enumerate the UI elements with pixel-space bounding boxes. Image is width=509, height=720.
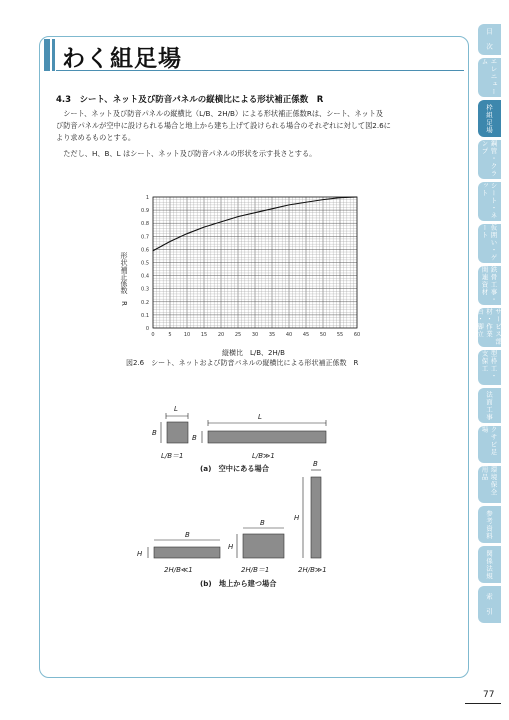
shape-diagram: [130, 398, 360, 593]
data-point: [204, 227, 205, 228]
label-a-small-B: B: [152, 429, 157, 437]
x-tick-label: 10: [183, 332, 191, 338]
x-tick-label: 50: [319, 332, 327, 338]
x-tick-label: 55: [336, 332, 344, 338]
panel-a-long: [208, 431, 326, 443]
side-tab-13[interactable]: 関係法規: [478, 546, 501, 583]
title-accent-bar: [44, 39, 50, 71]
label-a-long-B: B: [192, 434, 197, 442]
y-tick-label: 0.2: [141, 299, 149, 306]
page-number: 77: [483, 690, 495, 700]
paragraph-line-2: び防音パネルが空中に設けられる場合と地上から建ち上げて設けられる場合のそれぞれに対して図2.6に: [56, 121, 391, 130]
data-point: [238, 216, 239, 217]
paragraph-note: ただし、H、B、L はシート、ネット及び防音パネルの形状を示す長さとする。: [56, 149, 317, 158]
label-b2-H: H: [228, 543, 234, 551]
side-tab-14[interactable]: 索 引: [478, 586, 501, 623]
y-tick-label: 0.6: [141, 247, 149, 254]
side-tab-8[interactable]: 型枠工・支保工: [478, 350, 501, 385]
data-point: [272, 208, 273, 209]
paragraph-line-1: シート、ネット及び防音パネルの縦横比（L/B、2H/B）による形状補正係数Rは、シート、ネット及: [56, 109, 384, 118]
x-tick-label: 15: [200, 332, 208, 338]
ratio-b2: 2H/B＝1: [241, 566, 270, 574]
ratio-b1: 2H/B≪1: [164, 566, 193, 574]
page-title: わく組足場: [62, 46, 182, 72]
y-tick-label: 1: [145, 195, 149, 201]
caption-a: (a) 空中にある場合: [200, 464, 269, 473]
panel-a-square: [167, 422, 188, 443]
data-point: [323, 199, 324, 200]
data-point: [153, 250, 154, 251]
panel-b2: [243, 534, 284, 558]
label-b3-H: H: [294, 514, 300, 522]
label-b1-H: H: [137, 550, 143, 558]
y-tick-label: 0.5: [141, 260, 149, 267]
side-tab-1[interactable]: エレニューム: [478, 58, 501, 97]
label-b2-B: B: [260, 519, 265, 527]
side-tab-4[interactable]: シート・ネット: [478, 182, 501, 221]
caption-b: (b) 地上から建つ場合: [200, 579, 277, 588]
y-tick-label: 0: [145, 326, 149, 332]
x-tick-label: 20: [217, 332, 225, 338]
y-tick-label: 0.7: [141, 234, 149, 241]
y-tick-label: 0.3: [141, 286, 149, 293]
y-tick-label: 0.8: [141, 221, 149, 228]
x-tick-label: 25: [234, 332, 242, 338]
data-point: [306, 202, 307, 203]
chart-caption: 図2.6 シート、ネットおよび防音パネルの縦横比による形状補正係数 R: [126, 359, 359, 367]
section-heading: 4.3 シート、ネット及び防音パネルの縦横比による形状補正係数 R: [56, 95, 324, 105]
ratio-a-long: L/B≫1: [252, 452, 275, 460]
label-b1-B: B: [185, 531, 190, 539]
side-tab-10[interactable]: クサビ足場: [478, 426, 501, 463]
x-tick-label: 60: [353, 332, 361, 338]
panel-b3: [311, 477, 321, 558]
y-tick-label: 0.9: [141, 208, 149, 215]
label-b3-B: B: [313, 460, 318, 468]
side-tab-5[interactable]: 仮囲い・ゲート: [478, 224, 501, 263]
data-point: [357, 197, 358, 198]
side-tab-9[interactable]: 法面工事: [478, 388, 501, 423]
paragraph-line-3: より求めるものとする。: [56, 133, 136, 142]
side-tab-7[interactable]: サービス部材・作業台・脚立: [476, 308, 502, 346]
data-point: [187, 233, 188, 234]
side-tab-12[interactable]: 参考資料: [478, 506, 501, 543]
x-tick-label: 30: [251, 332, 259, 338]
page-number-rule: [465, 703, 501, 704]
side-tab-3[interactable]: 鋼管・クランプ: [478, 140, 501, 179]
ratio-a-small: L/B＝1: [161, 452, 184, 460]
data-point: [255, 212, 256, 213]
side-tab-0[interactable]: 目 次: [478, 24, 501, 55]
shape-correction-chart: [110, 188, 380, 358]
side-tab-11[interactable]: 環境保全用品: [478, 466, 501, 503]
y-tick-label: 0.4: [141, 273, 149, 280]
x-tick-label: 5: [168, 332, 172, 338]
title-accent-bar-thin: [52, 39, 55, 71]
data-point: [289, 204, 290, 205]
data-point: [340, 197, 341, 198]
side-tab-6[interactable]: 鉄骨工事・関連資材: [478, 266, 501, 305]
side-tab-2[interactable]: 枠組足場: [478, 100, 501, 137]
x-tick-label: 40: [285, 332, 293, 338]
x-tick-label: 35: [268, 332, 276, 338]
ratio-b3: 2H/B≫1: [298, 566, 327, 574]
x-tick-label: 0: [151, 332, 155, 338]
x-tick-label: 45: [302, 332, 310, 338]
label-a-small-L: L: [174, 405, 178, 413]
chart-xlabel: 縦横比 L/B、2H/B: [222, 349, 285, 357]
y-tick-label: 0.1: [141, 312, 149, 319]
data-point: [221, 221, 222, 222]
label-a-long-L: L: [258, 413, 262, 421]
chart-ylabel: 形状補正係数 R: [120, 252, 128, 306]
data-point: [170, 241, 171, 242]
panel-b1: [154, 547, 220, 558]
